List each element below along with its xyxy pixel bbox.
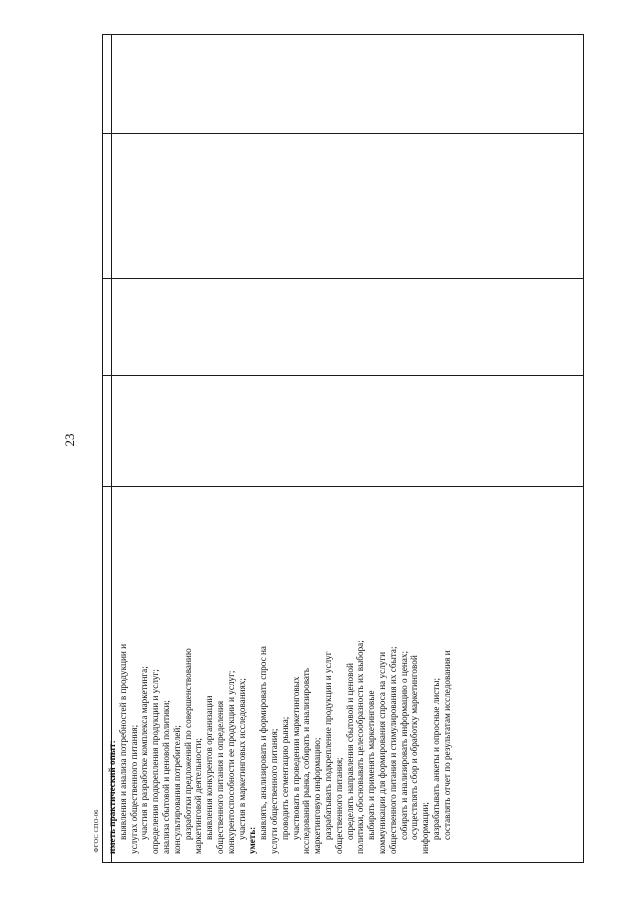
cell-line: выбирать и применять маркетинговые — [366, 690, 377, 840]
cell-line: информации; — [420, 802, 431, 854]
cell-line: политики, обосновывать целесообразность их выбора; — [355, 640, 366, 854]
cell-line: участия в маркетинговых исследованиях; — [236, 678, 247, 840]
cell-line: коммуникации для формирования спроса на услуги — [376, 651, 387, 854]
cell-line: участия в разработке комплекса маркетинга; — [139, 666, 150, 840]
cell-line: маркетинговую информацию; — [312, 737, 323, 854]
cell-line: общественного питания; — [333, 757, 344, 854]
cell-line: общественного питания и стимулирования их сбыта; — [387, 646, 398, 854]
cell-line: конкурентоспособности ее продукции и услуг; — [225, 670, 236, 854]
cell-line: проводить сегментацию рынка; — [279, 716, 290, 840]
cell-line: участвовать в проведении маркетинговых — [290, 676, 301, 840]
competency-table — [102, 34, 584, 863]
cell-line: иметь практический опыт: — [107, 740, 117, 854]
table-row-divider — [103, 133, 583, 134]
cell-line: маркетинговой деятельности; — [193, 738, 204, 854]
table-row-divider — [103, 278, 583, 279]
table-row-divider — [103, 375, 583, 376]
cell-line: услуги общественного питания; — [268, 728, 279, 854]
cell-line: услугах общественного питания; — [128, 724, 139, 854]
cell-line: разработки предложений по совершенствованию — [182, 648, 193, 840]
cell-line: разрабатывать анкеты и опросные листы; — [430, 677, 441, 840]
document-code: ФГОС СПО-06 — [93, 809, 100, 853]
requirements-cell — [105, 487, 585, 860]
cell-line: выявления конкурентов организации — [204, 695, 215, 840]
cell-line: консультирования потребителей; — [171, 725, 182, 854]
cell-line: общественного питания и определения — [214, 700, 225, 854]
cell-line: определять направления сбытовой и ценовой — [344, 663, 355, 840]
page-number: 23 — [62, 433, 77, 447]
cell-line: собирать и анализировать информацию о ценах; — [398, 650, 409, 840]
cell-line: уметь: — [247, 826, 258, 854]
cell-line: выявления и анализа потребностей в продукции и — [117, 643, 128, 840]
cell-line: анализа сбытовой и ценовой политики; — [160, 700, 171, 854]
cell-line: выявлять, анализировать и формировать спрос на — [258, 646, 269, 840]
cell-line: осуществлять сбор и обработку маркетинговой — [409, 655, 420, 840]
cell-line: определения подкрепления продукции и услуг; — [150, 669, 161, 854]
cell-line: исследований рынка, собирать и анализировать — [301, 668, 312, 854]
cell-line: разрабатывать подкрепление продукции и услуг — [322, 651, 333, 840]
cell-line: составлять отчет по результатам исследования и — [441, 650, 452, 840]
